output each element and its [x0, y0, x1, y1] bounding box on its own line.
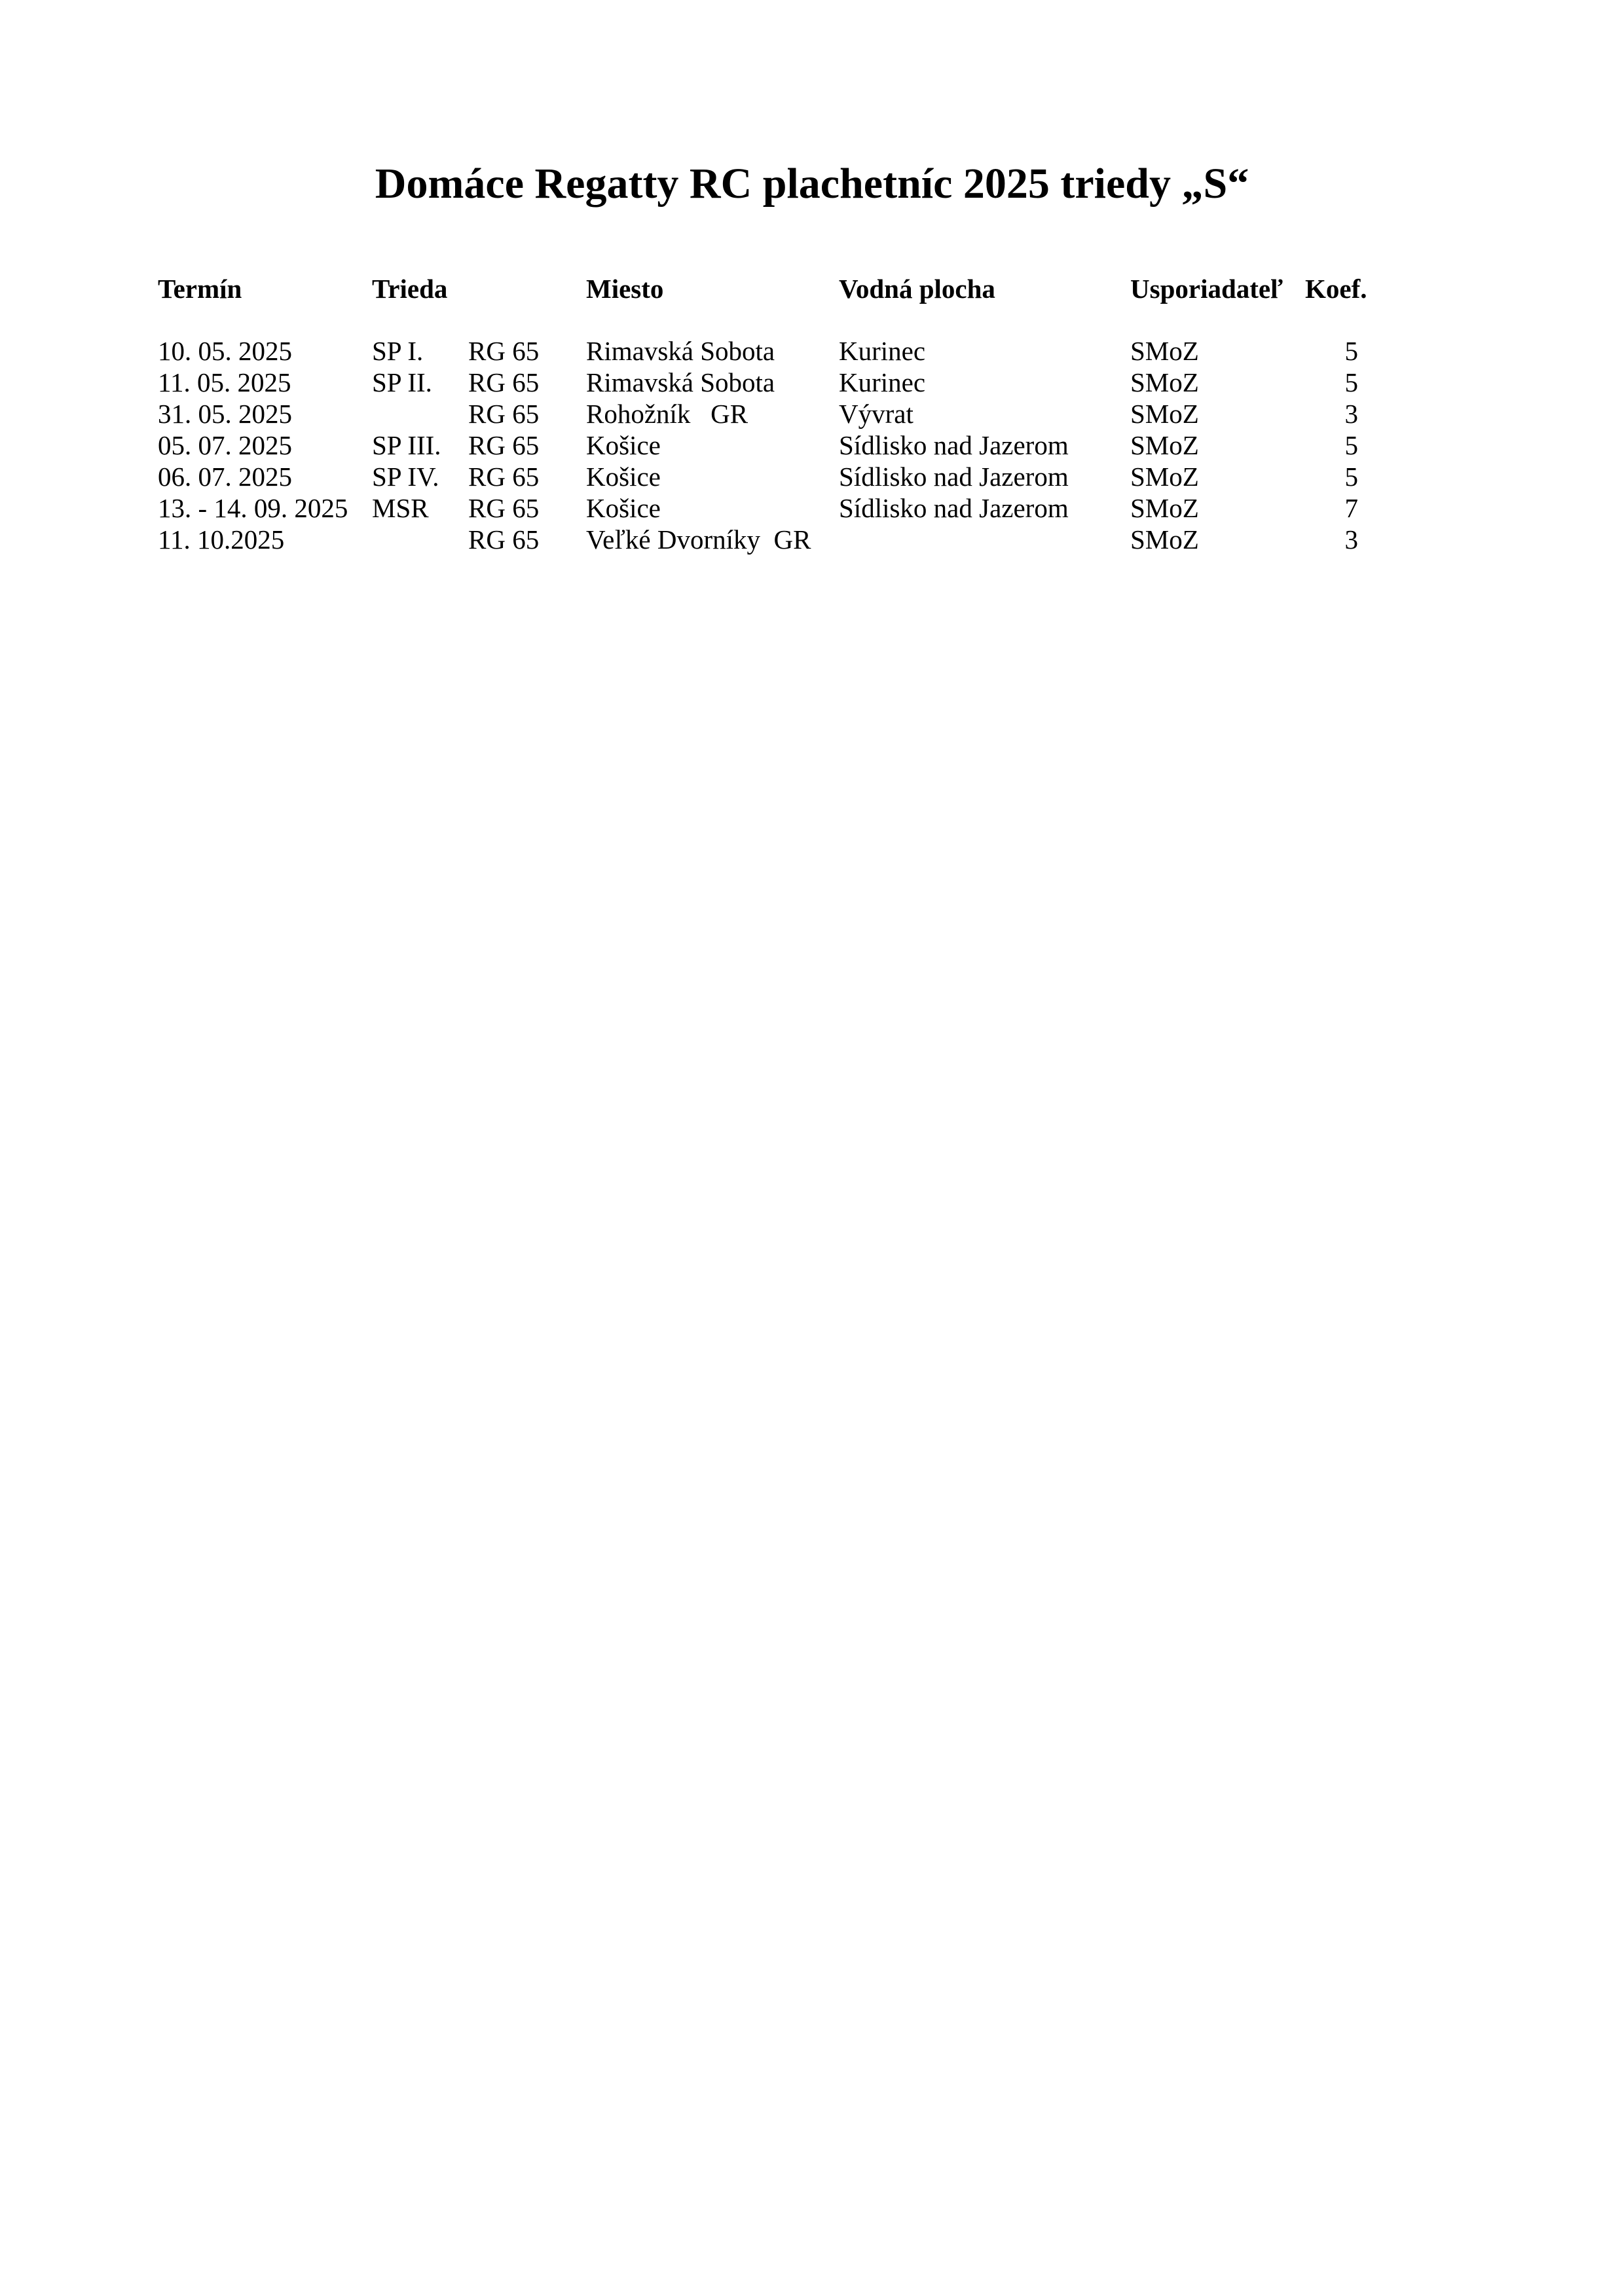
row-usporiadatel: SMoZ [1130, 493, 1199, 523]
row-trieda: RG 65 [468, 524, 540, 555]
row-koef: 5 [1344, 367, 1358, 397]
row-miesto: Rimavská Sobota [586, 367, 775, 397]
column-header-usporiadatel: Usporiadateľ [1130, 274, 1283, 304]
row-koef: 3 [1344, 524, 1358, 555]
row-koef: 5 [1344, 462, 1358, 492]
row-miesto: Košice [586, 430, 661, 460]
row-usporiadatel: SMoZ [1130, 430, 1199, 460]
row-vodna-plocha: Vývrat [839, 399, 913, 429]
row-vodna-plocha: Sídlisko nad Jazerom [839, 430, 1069, 460]
row-vodna-plocha: Sídlisko nad Jazerom [839, 462, 1069, 492]
row-sp: MSR [372, 493, 429, 523]
row-vodna-plocha: Sídlisko nad Jazerom [839, 493, 1069, 523]
row-miesto: Košice [586, 462, 661, 492]
row-trieda: RG 65 [468, 367, 540, 397]
row-usporiadatel: SMoZ [1130, 524, 1199, 555]
row-sp: SP IV. [372, 462, 439, 492]
row-trieda: RG 65 [468, 462, 540, 492]
column-header-vodna-plocha: Vodná plocha [839, 274, 995, 304]
row-termin: 11. 10.2025 [158, 524, 285, 555]
row-usporiadatel: SMoZ [1130, 367, 1199, 397]
row-termin: 11. 05. 2025 [158, 367, 291, 397]
row-usporiadatel: SMoZ [1130, 399, 1199, 429]
row-sp: SP II. [372, 367, 432, 397]
row-termin: 31. 05. 2025 [158, 399, 292, 429]
row-koef: 7 [1344, 493, 1358, 523]
row-vodna-plocha: Kurinec [839, 336, 926, 366]
row-trieda: RG 65 [468, 493, 540, 523]
row-trieda: RG 65 [468, 399, 540, 429]
row-sp: SP I. [372, 336, 424, 366]
row-termin: 10. 05. 2025 [158, 336, 292, 366]
row-termin: 05. 07. 2025 [158, 430, 292, 460]
column-header-termin: Termín [158, 274, 242, 304]
row-koef: 3 [1344, 399, 1358, 429]
row-miesto: Veľké Dvorníky GR [586, 524, 811, 555]
row-trieda: RG 65 [468, 430, 540, 460]
row-usporiadatel: SMoZ [1130, 462, 1199, 492]
row-koef: 5 [1344, 430, 1358, 460]
row-sp: SP III. [372, 430, 441, 460]
column-header-koef: Koef. [1305, 274, 1367, 304]
row-miesto: Košice [586, 493, 661, 523]
column-header-trieda: Trieda [372, 274, 448, 304]
row-usporiadatel: SMoZ [1130, 336, 1199, 366]
row-miesto: Rohožník GR [586, 399, 748, 429]
row-trieda: RG 65 [468, 336, 540, 366]
column-header-miesto: Miesto [586, 274, 664, 304]
row-termin: 13. - 14. 09. 2025 [158, 493, 348, 523]
row-termin: 06. 07. 2025 [158, 462, 292, 492]
row-koef: 5 [1344, 336, 1358, 366]
row-vodna-plocha: Kurinec [839, 367, 926, 397]
row-miesto: Rimavská Sobota [586, 336, 775, 366]
document-title: Domáce Regatty RC plachetníc 2025 triedy „S“ [375, 160, 1249, 208]
